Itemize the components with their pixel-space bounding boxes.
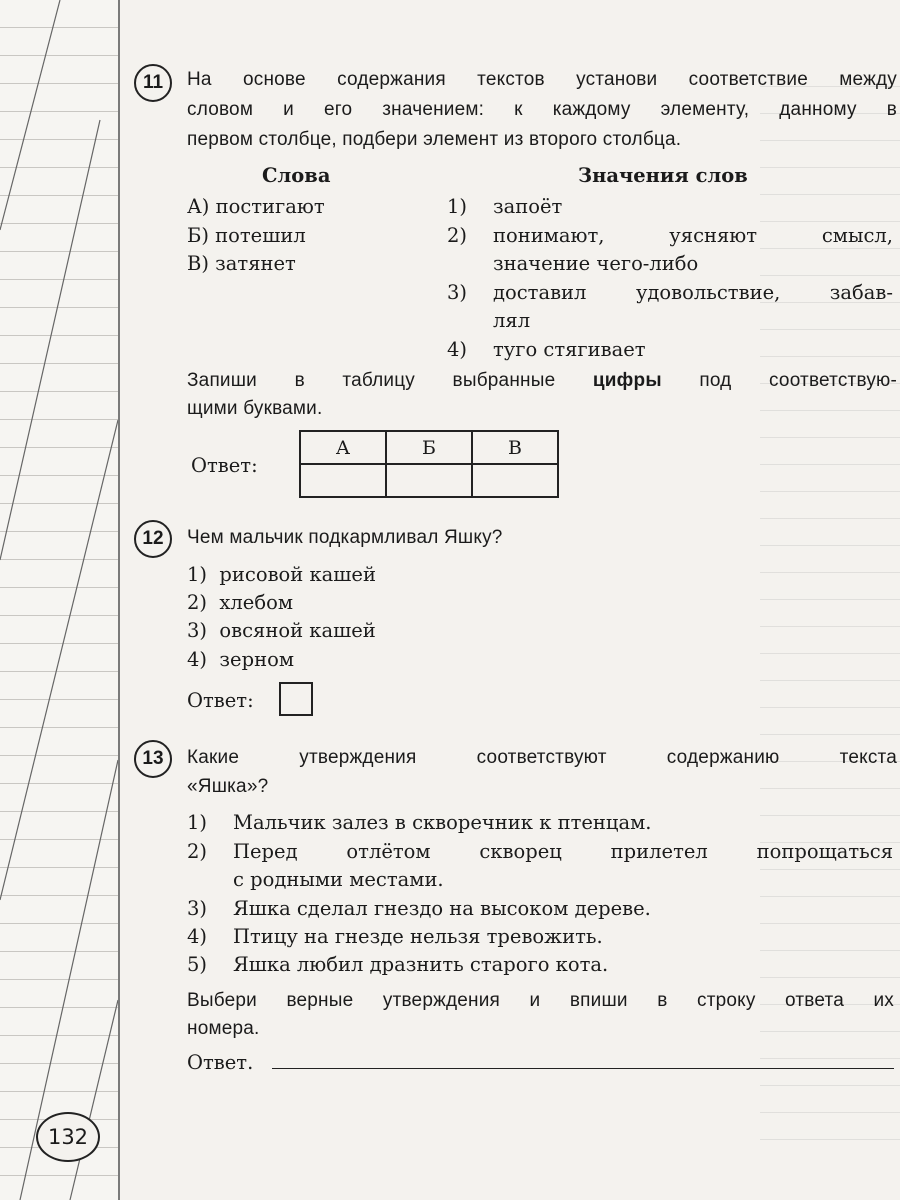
q13-statement: Яшка сделал гнездо на высоком дереве. [233, 897, 651, 920]
meaning-number: 3) [447, 281, 468, 304]
q13-statement: с родными местами. [233, 868, 444, 891]
q12-question: Чем мальчик подкармливал Яшку? [187, 527, 503, 548]
q13-answer-line[interactable] [272, 1068, 894, 1069]
q13-statement-number: 3) [187, 897, 208, 920]
q12-option: 1) рисовой кашей [187, 563, 376, 586]
question-12-badge [134, 520, 172, 558]
q13-statement-number: 5) [187, 953, 208, 976]
answer-table-header: Б [386, 431, 472, 464]
q11-answer-label: Ответ: [191, 454, 258, 477]
q13-answer-label: Ответ. [187, 1051, 254, 1074]
word-item: А) постигают [187, 195, 325, 218]
binding-margin [0, 0, 118, 1200]
answer-cell-c[interactable] [472, 464, 558, 497]
meaning-text: запоёт [493, 195, 563, 218]
q13-question-line-1: Какие утверждения соответствуют содержанию текста [187, 747, 897, 768]
question-13-badge [134, 740, 172, 778]
q11-text-line-2: словом и его значением: к каждому элементу, данному в [187, 99, 897, 120]
word-item: В) затянет [187, 252, 296, 275]
meaning-number: 2) [447, 224, 468, 247]
meaning-text: значение чего-либо [493, 252, 699, 275]
q13-statement: Яшка любил дразнить старого кота. [233, 953, 609, 976]
meaning-number: 1) [447, 195, 468, 218]
q11-text-line-1: На основе содержания текстов установи соответствие между [187, 69, 897, 90]
meaning-text: туго стягивает [493, 338, 646, 361]
answer-cell-b[interactable] [386, 464, 472, 497]
margin-rule [118, 0, 120, 1200]
meaning-number: 4) [447, 338, 468, 361]
q11-text-line-3: первом столбце, подбери элемент из второго столбца. [187, 129, 682, 150]
meaning-text: понимают, уясняют смысл, [493, 224, 893, 247]
page-number: 132 [47, 1125, 89, 1149]
meaning-text: доставил удовольствие, забав- [493, 281, 893, 304]
q13-statement: Мальчик залез в скворечник к птенцам. [233, 811, 652, 834]
meaning-text: лял [493, 309, 531, 332]
q12-option: 2) хлебом [187, 591, 293, 614]
q13-question-line-2: «Яшка»? [187, 776, 269, 797]
words-column-header: Слова [262, 164, 331, 187]
meanings-column-header: Значения слов [578, 164, 748, 187]
q12-answer-label: Ответ: [187, 689, 254, 712]
question-11-badge [134, 64, 172, 102]
q13-statement-number: 2) [187, 840, 208, 863]
q13-statement: Перед отлётом скворец прилетел попрощаться [233, 840, 893, 863]
q13-statement-number: 1) [187, 811, 208, 834]
margin-strokes [0, 0, 118, 1200]
word-item: Б) потешил [187, 224, 306, 247]
q13-statement-number: 4) [187, 925, 208, 948]
q12-answer-box[interactable] [279, 682, 313, 716]
q13-instruction-line-2: номера. [187, 1018, 260, 1039]
show-through-lines [760, 60, 900, 1140]
q11-answer-table [299, 430, 559, 498]
page-number-badge [36, 1112, 100, 1162]
answer-table-header: В [472, 431, 558, 464]
q13-instruction-line-1: Выбери верные утверждения и впиши в строку ответа их [187, 990, 894, 1011]
question-12-number: 12 [142, 528, 164, 549]
answer-table-header: А [300, 431, 386, 464]
q13-statement: Птицу на гнезде нельзя тревожить. [233, 925, 603, 948]
q12-option: 4) зерном [187, 648, 294, 671]
q11-instruction-line-1: Запиши в таблицу выбранные цифры под соответствую- [187, 370, 898, 391]
q12-option: 3) овсяной кашей [187, 619, 376, 642]
answer-cell-a[interactable] [300, 464, 386, 497]
question-11-number: 11 [142, 72, 164, 93]
q11-instruction-line-2: щими буквами. [187, 398, 323, 419]
question-13-number: 13 [142, 748, 164, 769]
